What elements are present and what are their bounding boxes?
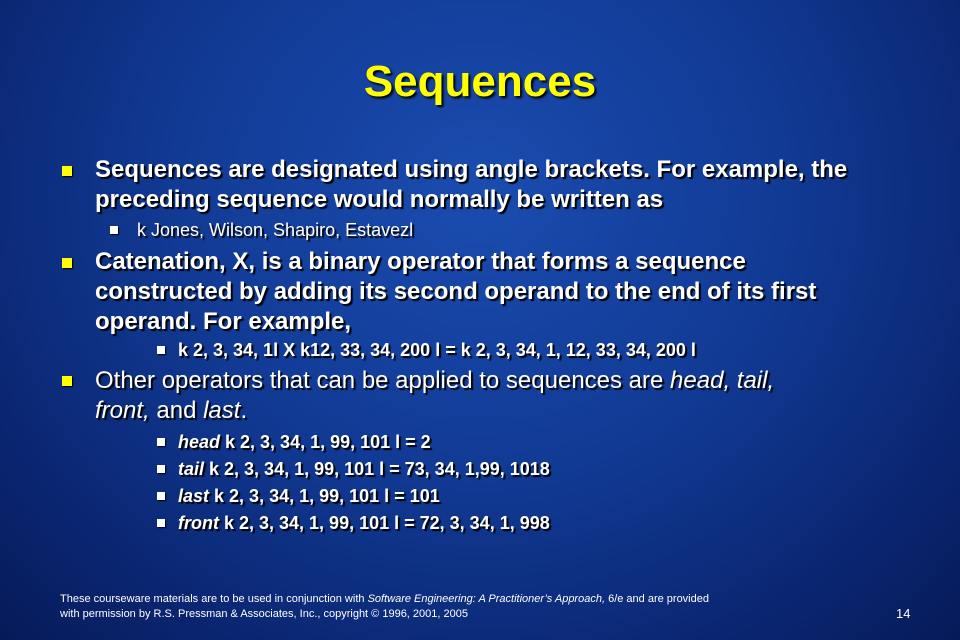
sub-bullet-marker: [157, 346, 165, 354]
sub-bullet-marker: [157, 519, 165, 527]
footer-copyright: [60, 592, 860, 622]
bullet-3-line-2: [95, 396, 895, 426]
sub-bullet-marker: [157, 492, 165, 500]
bullet-3-last-italic: last: [203, 397, 241, 424]
footer-line-2: with permission by R.S. Pressman & Associates, Inc., copyright © 1996, 2001, 2005: [60, 608, 468, 620]
bullet-marker: [62, 376, 72, 386]
bullet-marker: [62, 258, 72, 268]
page-number: 14: [896, 606, 911, 621]
op-tail-expr: k 2, 3, 34, 1, 99, 101 l = 73, 34, 1,99, 1018: [204, 459, 550, 479]
op-tail: tail: [178, 459, 205, 479]
bullet-2-line-1: Catenation, X, is a binary operator that forms a sequence: [95, 248, 746, 275]
slide-title: Sequences: [363, 57, 597, 106]
op-head-expr: k 2, 3, 34, 1, 99, 101 l = 2: [220, 432, 431, 452]
op-last: last: [178, 486, 210, 506]
footer-line-1: [60, 592, 860, 607]
bullet-1-sub-1: k Jones, Wilson, Shapiro, Estavezl: [137, 220, 414, 240]
footer-book-title: Software Engineering: A Practitioner’s Approach,: [367, 593, 606, 605]
footer-line-1-pre: These courseware materials are to be used in conjunction with: [60, 593, 368, 605]
sub-bullet-marker: [110, 226, 118, 234]
bullet-2-line-3: operand. For example,: [95, 308, 352, 335]
bullet-3-period: .: [240, 397, 248, 424]
bullet-3-sub-last: [178, 484, 440, 508]
bullet-3-and-text: and: [149, 397, 204, 424]
op-last-expr: k 2, 3, 34, 1, 99, 101 l = 101: [209, 486, 440, 506]
bullet-3-line-1-text: Other operators that can be applied to sequences are: [95, 367, 671, 394]
sub-bullet-marker: [157, 438, 165, 446]
op-front: front: [178, 513, 219, 533]
op-front-expr: k 2, 3, 34, 1, 99, 101 l = 72, 3, 34, 1, 998: [218, 513, 550, 533]
bullet-1-line-1: Sequences are designated using angle brackets. For example, the: [95, 156, 848, 183]
bullet-3-sub-front: [178, 511, 550, 535]
bullet-1-line-2: preceding sequence would normally be written as: [95, 186, 664, 213]
bullet-marker: [62, 166, 72, 176]
footer-line-1-post: 6/e and are provided: [605, 593, 709, 605]
bullet-3-sub-head: [178, 430, 431, 454]
op-head: head: [178, 432, 221, 452]
bullet-3-line-1-italic: head, tail,: [670, 367, 775, 394]
bullet-3-sub-tail: [178, 457, 550, 481]
bullet-2-line-2: constructed by adding its second operand to the end of its first: [95, 278, 817, 305]
sub-bullet-marker: [157, 465, 165, 473]
bullet-3-front-italic: front,: [95, 397, 150, 424]
bullet-2-sub-1: k 2, 3, 34, 1l X k12, 33, 34, 200 l = k 2, 3, 34, 1, 12, 33, 34, 200 l: [178, 340, 696, 360]
bullet-3-line-1: [95, 366, 895, 396]
